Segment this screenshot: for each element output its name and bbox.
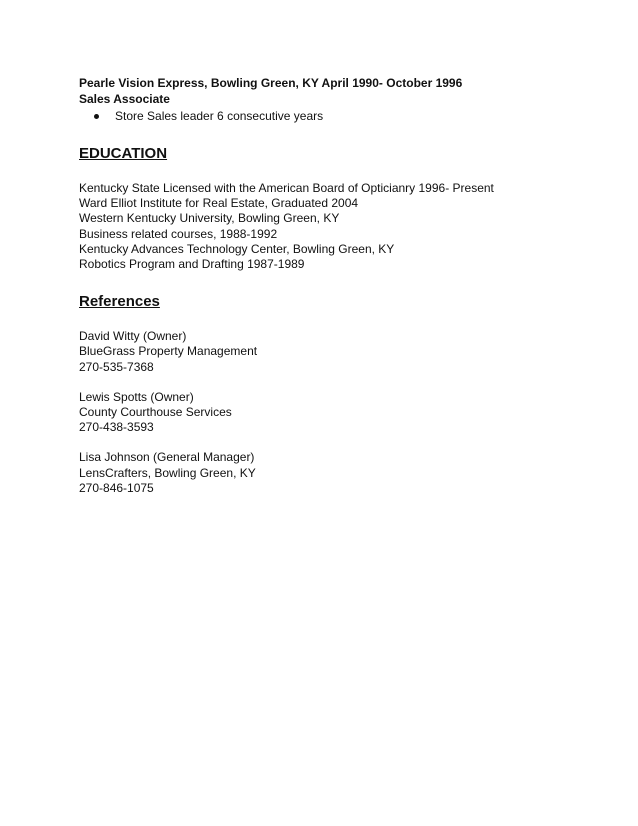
reference-company: BlueGrass Property Management — [79, 344, 258, 359]
education-line: Robotics Program and Drafting 1987-1989 — [79, 257, 305, 272]
reference-name: Lewis Spotts (Owner) — [79, 389, 194, 404]
references-heading: References — [79, 293, 160, 311]
bullet-text: Store Sales leader 6 consecutive years — [115, 109, 324, 123]
reference-entry — [79, 329, 599, 375]
reference-phone: 270-846-1075 — [79, 480, 154, 495]
education-list — [79, 181, 599, 272]
reference-name: Lisa Johnson (General Manager) — [79, 450, 255, 465]
references-list — [79, 329, 599, 496]
education-line: Kentucky Advances Technology Center, Bowling Green, KY — [79, 241, 395, 256]
reference-entry — [79, 390, 599, 436]
bullet-item — [79, 108, 599, 124]
resume-content — [79, 75, 599, 496]
education-heading: EDUCATION — [79, 145, 168, 162]
education-line: Ward Elliot Institute for Real Estate, Graduated 2004 — [79, 196, 359, 211]
education-line: Kentucky State Licensed with the American Board of Opticianry 1996- Present — [79, 181, 494, 195]
job-bullets — [79, 108, 599, 124]
job-heading: Pearle Vision Express, Bowling Green, KY April 1990- October 1996 — [79, 76, 463, 90]
job-title: Sales Associate — [79, 92, 170, 106]
education-line: Business related courses, 1988-1992 — [79, 226, 278, 241]
reference-company: LensCrafters, Bowling Green, KY — [79, 465, 256, 480]
education-line: Western Kentucky University, Bowling Green, KY — [79, 211, 340, 226]
reference-company: County Courthouse Services — [79, 405, 232, 420]
reference-phone: 270-535-7368 — [79, 359, 154, 374]
bullet-dot-icon — [94, 114, 99, 119]
reference-phone: 270-438-3593 — [79, 420, 154, 435]
reference-entry — [79, 450, 599, 496]
reference-name: David Witty (Owner) — [79, 329, 187, 344]
